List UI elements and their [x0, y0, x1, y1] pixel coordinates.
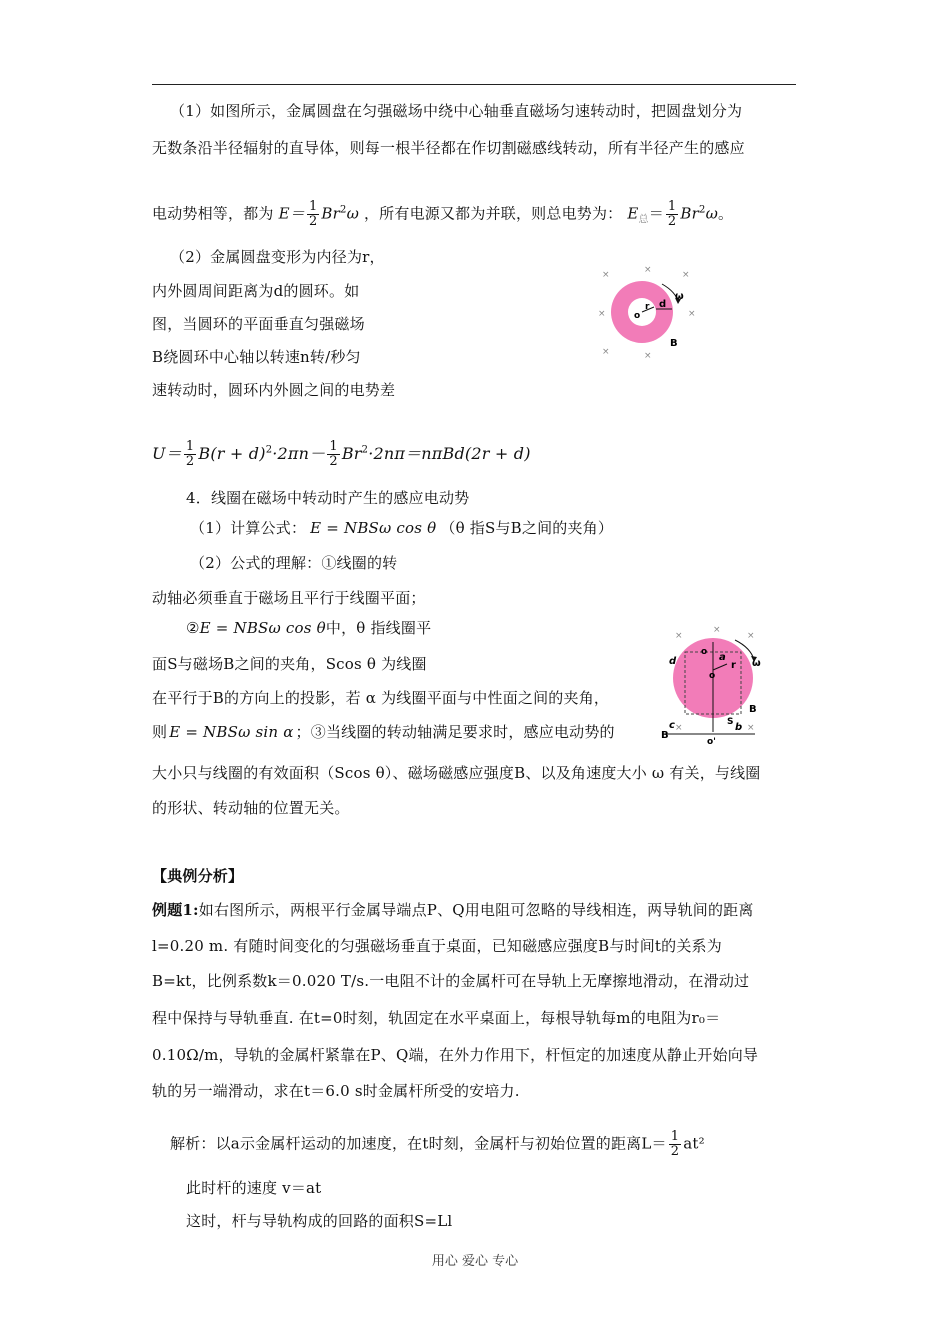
- fig2-label-b-lower: b: [735, 722, 743, 733]
- fig1-cross-7: ×: [644, 351, 652, 361]
- analysis-line: 解析：以a示金属杆运动的加速度，在t时刻，金属杆与初始位置的距离L＝ $\frac{1}{2}$ at²: [170, 1129, 705, 1159]
- fig2-cross-1: ×: [675, 631, 683, 641]
- p2-line4: B绕圆环中心轴以转速n转/秒匀: [152, 348, 361, 366]
- area-line: 这时，杆与导轨构成的回路的面积S=Ll: [186, 1212, 453, 1230]
- fig1-cross-5: ×: [688, 309, 696, 319]
- fig1-cross-4: ×: [598, 309, 606, 319]
- fig2-label-a: a: [719, 652, 726, 663]
- item2-line: ②E = NBSω cos θ中，θ 指线圈平: [186, 619, 432, 637]
- fig2-cross-4: ×: [675, 723, 683, 733]
- example-label: 例题1:: [152, 901, 199, 919]
- fig2-cross-2: ×: [713, 625, 721, 635]
- fig2-label-b-left: B: [661, 730, 669, 741]
- fig1-label-o: o: [634, 311, 641, 321]
- example-line-6: 轨的另一端滑动，求在t＝6.0 s时金属杆所受的安培力.: [152, 1082, 520, 1100]
- fig2-label-s: S: [727, 717, 734, 727]
- fig2-label-b: B: [749, 704, 757, 715]
- understand-line-1: （2）公式的理解：①线圈的转: [190, 554, 398, 572]
- line-s: 面S与磁场B之间的夹角，Scos θ 为线圈: [152, 655, 427, 673]
- fig2-label-c: c: [669, 720, 675, 731]
- footer: 用心 爱心 专心: [431, 1254, 519, 1269]
- coil-figure: [655, 622, 780, 747]
- p2-line2: 内外圆周间距离为d的圆环。如: [152, 282, 360, 300]
- fig1-cross-1: ×: [602, 270, 610, 280]
- formula-e-total: E: [627, 204, 639, 223]
- p2-line3: 图，当圆环的平面垂直匀强磁场: [152, 315, 365, 333]
- p2-line1: （2）金属圆盘变形为内径为r，: [170, 248, 385, 266]
- top-rule: [152, 84, 796, 85]
- p1-line1: （1）如图所示，金属圆盘在匀强磁场中绕中心轴垂直磁场匀速转动时，把圆盘划分为: [170, 102, 743, 120]
- example-line-5: 0.10Ω/m，导轨的金属杆紧靠在P、Q端，在外力作用下，杆恒定的加速度从静止开始向导: [152, 1046, 759, 1064]
- example-line-3: B=kt，比例系数k＝0.020 T/s.一电阻不计的金属杆可在导轨上无摩擦地滑动，在滑动过: [152, 972, 750, 990]
- p2-line5: 速转动时，圆环内外圆之间的电势差: [152, 381, 396, 399]
- fig1-label-b: B: [670, 338, 678, 349]
- fig2-label-o-prime: o': [707, 737, 716, 747]
- fig1-cross-2: ×: [644, 265, 652, 275]
- formula-br: Br: [321, 204, 341, 223]
- line-parallel: 在平行于B的方向上的投影，若 α 为线圈平面与中性面之间的夹角，: [152, 689, 610, 707]
- calc-formula-line: （1）计算公式： E = NBSω cos θ （θ 指S与B之间的夹角）: [190, 519, 614, 537]
- ring-figure: [592, 262, 702, 362]
- example-line-1: 例题1:如右图所示，两根平行金属导端点P、Q用电阻可忽略的导线相连，两导轨间的距离: [152, 901, 754, 919]
- sec4-title: 4．线圈在磁场中转动时产生的感应电动势: [186, 489, 470, 507]
- fraction-half: $\frac{1}{2}$: [308, 199, 318, 229]
- fig1-label-r: r: [645, 302, 650, 312]
- fig2-cross-3: ×: [747, 631, 755, 641]
- line-last-2: 的形状、转动轴的位置无关。: [152, 799, 350, 817]
- fraction-half-2: $\frac{1}{2}$: [667, 199, 677, 229]
- formula-e: E＝: [278, 204, 305, 223]
- example-line-4: 程中保持与导轨垂直. 在t=0时刻，轨固定在水平桌面上，每根导轨每m的电阻为r₀＝: [152, 1009, 721, 1027]
- fig1-label-d: d: [659, 299, 667, 310]
- understand-line-2: 动轴必须垂直于磁场且平行于线圈平面；: [152, 589, 426, 607]
- fig2-cross-5: ×: [747, 723, 755, 733]
- fig2-label-r: r: [731, 660, 736, 671]
- example-heading: 【典例分析】: [152, 867, 244, 885]
- p1-line3: 电动势相等，都为 E＝ $\frac{1}{2}$ Br$^2$ω ，所有电源又都为并联，则总电势为： $E_总=$ $\frac{1}{2}$ Br$^2$ω。: [152, 199, 734, 229]
- fig1-cross-6: ×: [602, 347, 610, 357]
- p1-line3-text-a: 电动势相等，都为: [152, 204, 274, 223]
- line-last-1: 大小只与线圈的有效面积（Scos θ）、磁场磁感应强度B、以及角速度大小 ω 有关，与线圈: [152, 764, 761, 782]
- p1-line3-text-b: ，所有电源又都为并联，则总电势为：: [363, 204, 623, 223]
- fig1-label-omega: ω: [675, 291, 684, 302]
- u-formula: U＝ $\frac{1}{2}$ $B(r + d)^2\cdot 2\pi n-$ $\frac{1}{2}$ $Br^2\cdot 2n\pi=n\pi Bd(2r + d)$: [152, 439, 531, 469]
- p1-line2: 无数条沿半径辐射的直导体，则每一根半径都在作切割磁感线转动，所有半径产生的感应: [152, 139, 745, 157]
- fig2-label-o-top: o: [701, 647, 708, 657]
- example-line-2: l=0.20 m. 有随时间变化的匀强磁场垂直于桌面，已知磁感应强度B与时间t的关系为: [152, 937, 722, 955]
- formula-omega: ω: [346, 204, 360, 223]
- fig1-cross-3: ×: [682, 270, 690, 280]
- velocity-line: 此时杆的速度 v＝at: [186, 1179, 322, 1197]
- fig2-label-d: d: [669, 656, 677, 667]
- fig2-label-o: o: [709, 671, 716, 681]
- line-then: 则 E = NBSω sin α ；③当线圈的转动轴满足要求时，感应电动势的: [152, 723, 615, 741]
- fig2-label-omega: ω: [752, 658, 761, 669]
